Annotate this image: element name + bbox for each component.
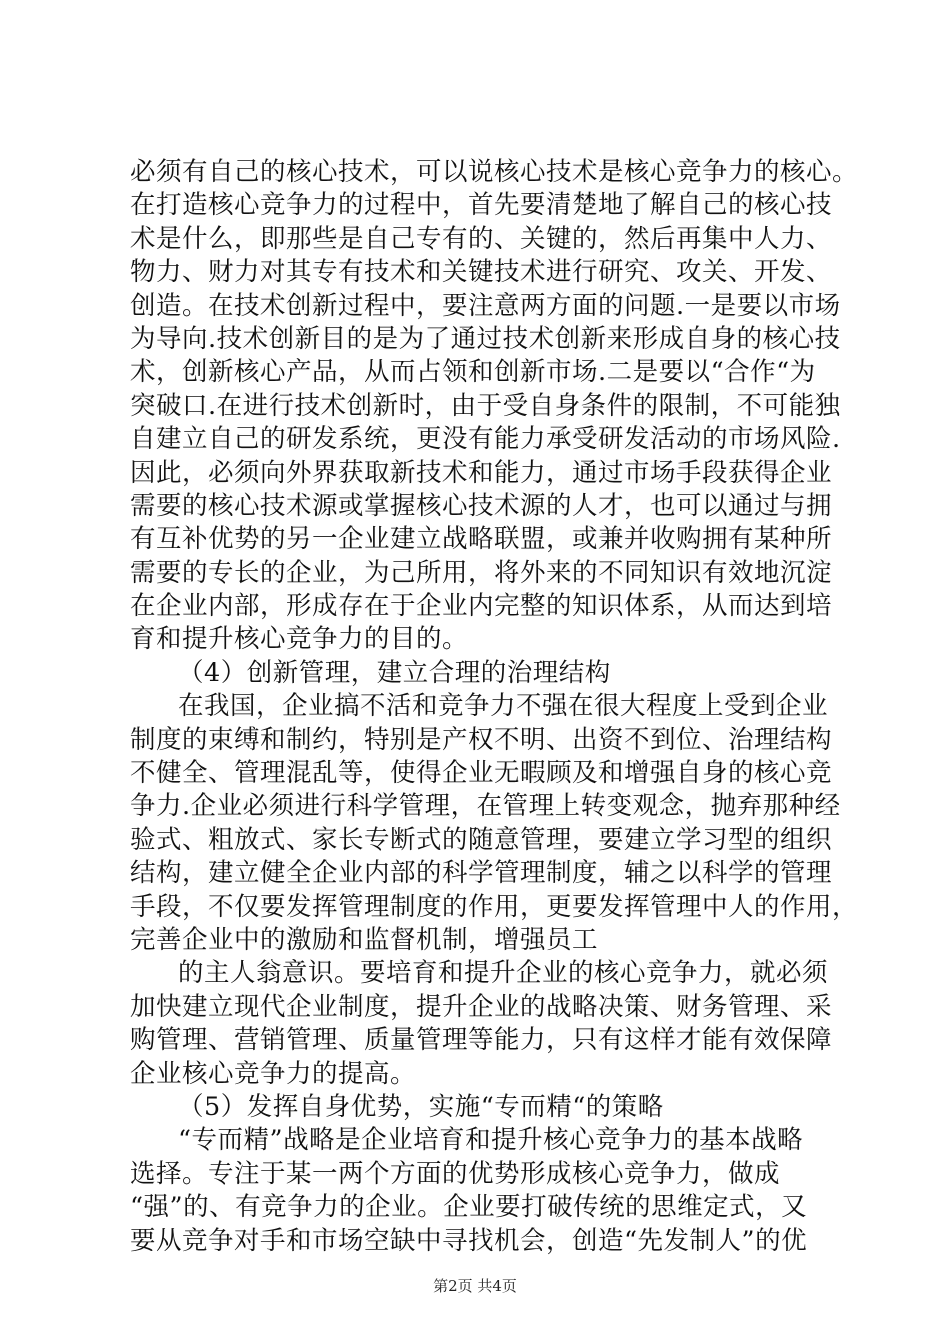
- text-line: 需要的专长的企业，为己所用，将外来的不同知识有效地沉淀: [130, 557, 833, 588]
- text-line: 在我国，企业搞不活和竞争力不强在很大程度上受到企业: [178, 691, 829, 722]
- text-line: 自建立自己的研发系统，更没有能力承受研发活动的市场风险.: [130, 424, 841, 455]
- text-line: 突破口.在进行技术创新时，由于受自身条件的限制，不可能独: [130, 390, 841, 421]
- text-line: （4）创新管理，建立合理的治理结构: [178, 657, 611, 688]
- text-line: 的主人翁意识。要培育和提升企业的核心竞争力，就必须: [178, 958, 829, 989]
- document-body: [130, 156, 859, 1258]
- text-line: 术，创新核心产品，从而占领和创新市场.二是要以“合作“为: [130, 357, 816, 388]
- text-line: 术是什么，即那些是自己专有的、关键的，然后再集中人力、: [130, 223, 833, 254]
- text-line: 制度的束缚和制约，特别是产权不明、出资不到位、治理结构: [130, 724, 833, 755]
- text-line: 育和提升核心竞争力的目的。: [130, 624, 469, 655]
- text-line: 创造。在技术创新过程中，要注意两方面的问题.一是要以市场: [130, 290, 841, 321]
- text-line: 选择。专注于某一两个方面的优势形成核心竞争力，做成: [130, 1158, 781, 1189]
- page-footer: 第2页 共4页: [433, 1277, 517, 1295]
- text-line: 必须有自己的核心技术，可以说核心技术是核心竞争力的核心。: [130, 157, 859, 187]
- text-line: “专而精”战略是企业培育和提升核心竞争力的基本战略: [178, 1125, 804, 1156]
- text-line: 有互补优势的另一企业建立战略联盟，或兼并收购拥有某种所: [130, 524, 833, 555]
- text-line: 物力、财力对其专有技术和关键技术进行研究、攻关、开发、: [130, 257, 833, 288]
- text-line: 为导向.技术创新目的是为了通过技术创新来形成自身的核心技: [130, 323, 841, 354]
- text-line: 购管理、营销管理、质量管理等能力，只有这样才能有效保障: [130, 1025, 833, 1056]
- text-line: 手段，不仅要发挥管理制度的作用，更要发挥管理中人的作用，: [130, 891, 859, 922]
- text-line: 争力.企业必须进行科学管理，在管理上转变观念，抛弃那种经: [130, 791, 841, 822]
- text-line: 完善企业中的激励和监督机制，增强员工: [130, 924, 599, 955]
- text-line: 在打造核心竞争力的过程中，首先要清楚地了解自己的核心技: [130, 190, 833, 221]
- text-line: “强”的、有竞争力的企业。企业要打破传统的思维定式，又: [130, 1192, 808, 1223]
- text-line: 需要的核心技术源或掌握核心技术源的人才，也可以通过与拥: [130, 490, 833, 521]
- text-line: 在企业内部，形成存在于企业内完整的知识体系，从而达到培: [130, 591, 833, 622]
- text-line: 不健全、管理混乱等，使得企业无暇顾及和增强自身的核心竞: [130, 758, 833, 789]
- text-line: （5）发挥自身优势，实施“专而精“的策略: [178, 1091, 664, 1122]
- text-line: 企业核心竞争力的提高。: [130, 1058, 417, 1089]
- text-line: 结构，建立健全企业内部的科学管理制度，辅之以科学的管理: [130, 858, 833, 889]
- text-line: 因此，必须向外界获取新技术和能力，通过市场手段获得企业: [130, 457, 833, 488]
- text-line: 要从竞争对手和市场空缺中寻找机会，创造“先发制人”的优: [130, 1225, 808, 1256]
- text-line: 验式、粗放式、家长专断式的随意管理，要建立学习型的组织: [130, 824, 833, 855]
- text-line: 加快建立现代企业制度，提升企业的战略决策、财务管理、采: [130, 991, 833, 1022]
